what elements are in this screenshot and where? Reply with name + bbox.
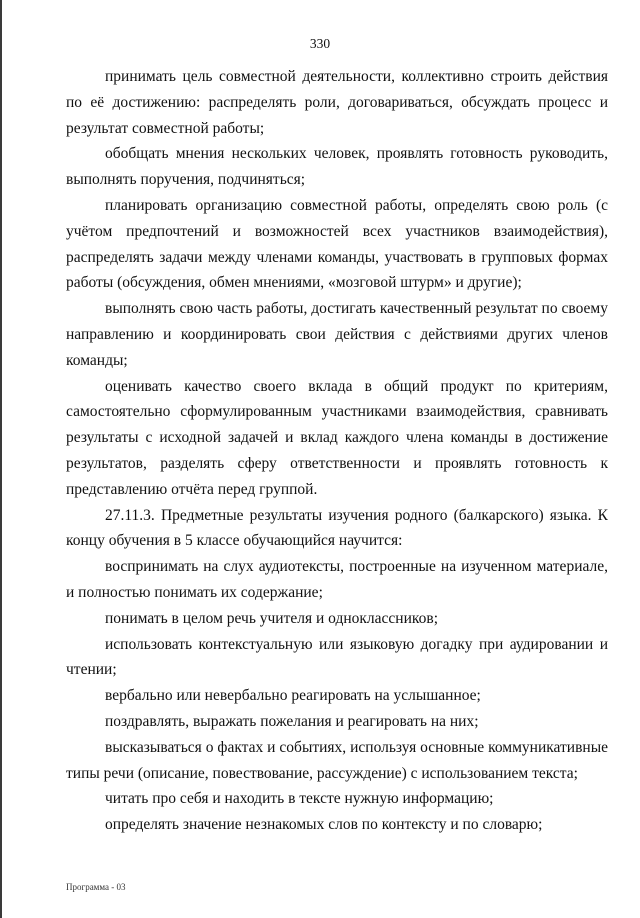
paragraph: принимать цель совместной деятельности, коллективно строить действия по её достижению: распределять роли, договариваться, обсуждать процесс и результат совместной работы; <box>66 68 608 137</box>
paragraph: вербально или невербально реагировать на услышанное; <box>105 687 481 705</box>
scan-edge <box>0 0 2 918</box>
paragraph: обобщать мнения нескольких человек, проявлять готовность руководить, выполнять поручения, подчиняться; <box>66 145 608 189</box>
paragraph: оценивать качество своего вклада в общий продукт по критериям, самостоятельно сформулированным участниками взаимодействия, сравнивать результаты с исходной задачей и вклад каждого члена команды в достижение результатов, разделять сферу ответственности и проявлять готовность к представлению отчёта перед группой. <box>66 377 608 498</box>
paragraph: определять значение незнакомых слов по контексту и по словарю; <box>105 816 543 834</box>
paragraph: планировать организацию совместной работы, определять свою роль (с учётом предпочтений и возможностей всех участников взаимодействия), распределять задачи между членами команды, участвовать в групповых формах работы (обсуждения, обмен мнениями, «мозговой штурм» и другие); <box>66 196 608 292</box>
paragraph: поздравлять, выражать пожелания и реагировать на них; <box>105 712 479 730</box>
paragraph: использовать контекстуальную или языковую догадку при аудировании и чтении; <box>66 635 608 679</box>
paragraph: читать про себя и находить в тексте нужную информацию; <box>105 790 494 808</box>
page-footer: Программа - 03 <box>66 882 126 892</box>
section-heading-paragraph: 27.11.3. Предметные результаты изучения родного (балкарского) языка. К концу обучения в 5 классе обучающийся научится: <box>66 506 608 550</box>
paragraph: выполнять свою часть работы, достигать качественный результат по своему направлению и координировать свои действия с действиями других членов команды; <box>66 300 608 369</box>
paragraph: воспринимать на слух аудиотексты, построенные на изученном материале, и полностью понимать их содержание; <box>66 558 608 601</box>
paragraph: высказываться о фактах и событиях, используя основные коммуникативные типы речи (описание, повествование, рассуждение) с использованием текста; <box>66 738 608 782</box>
page-body <box>66 64 608 838</box>
paragraph: понимать в целом речь учителя и одноклассников; <box>105 609 439 627</box>
page-number: 330 <box>309 36 331 51</box>
